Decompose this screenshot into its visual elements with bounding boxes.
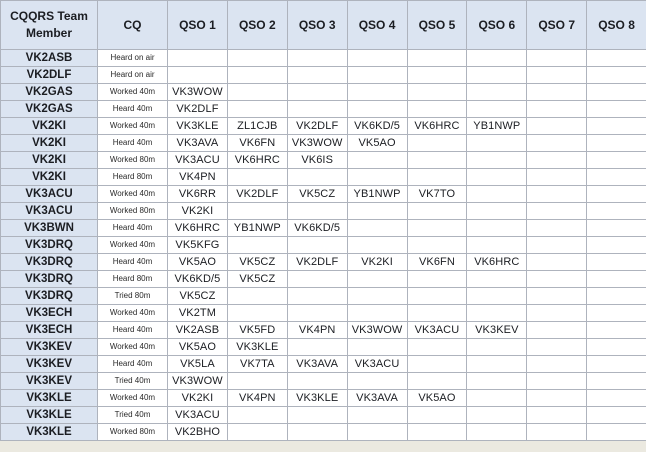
qso-7-cell [527, 152, 587, 169]
qso-7-cell [527, 271, 587, 288]
header-qso-5: QSO 5 [407, 1, 467, 50]
qso-2-cell [227, 84, 287, 101]
qso-5-cell [407, 152, 467, 169]
qso-4-cell: VK3WOW [347, 322, 407, 339]
qso-7-cell [527, 390, 587, 407]
qso-3-cell [287, 271, 347, 288]
qso-3-cell: VK3KLE [287, 390, 347, 407]
qso-3-cell [287, 424, 347, 441]
qso-4-cell [347, 67, 407, 84]
qso-3-cell: VK4PN [287, 322, 347, 339]
cq-status-cell: Heard 40m [98, 135, 168, 152]
qso-5-cell [407, 339, 467, 356]
qso-2-cell [227, 203, 287, 220]
qso-3-cell [287, 84, 347, 101]
qso-6-cell [467, 152, 527, 169]
member-cell: VK3DRQ [1, 254, 98, 271]
qso-5-cell [407, 67, 467, 84]
qso-3-cell [287, 288, 347, 305]
qso-5-cell: VK7TO [407, 186, 467, 203]
qso-5-cell: VK3ACU [407, 322, 467, 339]
qso-5-cell [407, 50, 467, 67]
qso-2-cell: VK5FD [227, 322, 287, 339]
qso-2-cell: ZL1CJB [227, 118, 287, 135]
qso-3-cell [287, 237, 347, 254]
qso-7-cell [527, 322, 587, 339]
qso-7-cell [527, 84, 587, 101]
qso-1-cell: VK6RR [168, 186, 228, 203]
header-qso-8: QSO 8 [587, 1, 646, 50]
qso-8-cell [587, 67, 646, 84]
qso-4-cell [347, 237, 407, 254]
qso-6-cell [467, 237, 527, 254]
cq-status-cell: Tried 40m [98, 373, 168, 390]
qso-5-cell: VK6HRC [407, 118, 467, 135]
qso-4-cell [347, 152, 407, 169]
member-cell: VK2DLF [1, 67, 98, 84]
qso-8-cell [587, 101, 646, 118]
qso-5-cell [407, 407, 467, 424]
qso-8-cell [587, 271, 646, 288]
qso-6-cell: VK3KEV [467, 322, 527, 339]
qso-6-cell [467, 407, 527, 424]
table-row [1, 339, 646, 356]
member-cell: VK3DRQ [1, 237, 98, 254]
header-qso-2: QSO 2 [227, 1, 287, 50]
qso-7-cell [527, 424, 587, 441]
table-row [1, 373, 646, 390]
qso-6-cell [467, 67, 527, 84]
table-row [1, 50, 646, 67]
qso-8-cell [587, 135, 646, 152]
qso-2-cell: YB1NWP [227, 220, 287, 237]
qso-1-cell: VK2KI [168, 203, 228, 220]
qso-3-cell [287, 339, 347, 356]
qso-2-cell [227, 237, 287, 254]
qso-1-cell: VK3WOW [168, 84, 228, 101]
table-row [1, 356, 646, 373]
qso-8-cell [587, 50, 646, 67]
cq-status-cell: Heard 40m [98, 254, 168, 271]
qso-5-cell [407, 271, 467, 288]
cq-status-cell: Heard 80m [98, 271, 168, 288]
qso-5-cell [407, 203, 467, 220]
qso-1-cell [168, 67, 228, 84]
qso-4-cell: VK6KD/5 [347, 118, 407, 135]
qso-4-cell [347, 50, 407, 67]
qso-7-cell [527, 220, 587, 237]
qso-2-cell: VK5CZ [227, 271, 287, 288]
qso-2-cell [227, 169, 287, 186]
qso-3-cell: VK3AVA [287, 356, 347, 373]
table-row [1, 169, 646, 186]
table-row [1, 67, 646, 84]
qso-4-cell: VK3ACU [347, 356, 407, 373]
qso-8-cell [587, 288, 646, 305]
table-row [1, 407, 646, 424]
qso-1-cell: VK3ACU [168, 407, 228, 424]
qso-6-cell: VK6HRC [467, 254, 527, 271]
qso-6-cell [467, 373, 527, 390]
member-cell: VK2GAS [1, 101, 98, 118]
cq-status-cell: Heard 80m [98, 169, 168, 186]
qso-5-cell [407, 424, 467, 441]
qso-8-cell [587, 169, 646, 186]
qso-1-cell: VK5AO [168, 254, 228, 271]
qso-3-cell [287, 101, 347, 118]
member-cell: VK3KEV [1, 373, 98, 390]
qso-3-cell [287, 305, 347, 322]
qso-4-cell: YB1NWP [347, 186, 407, 203]
qso-2-cell [227, 67, 287, 84]
qso-8-cell [587, 203, 646, 220]
qso-4-cell [347, 271, 407, 288]
qso-1-cell: VK3ACU [168, 152, 228, 169]
qso-1-cell: VK2DLF [168, 101, 228, 118]
header-qso-3: QSO 3 [287, 1, 347, 50]
member-cell: VK3DRQ [1, 271, 98, 288]
qso-2-cell: VK6HRC [227, 152, 287, 169]
qso-4-cell [347, 424, 407, 441]
qso-2-cell: VK3KLE [227, 339, 287, 356]
qso-8-cell [587, 305, 646, 322]
cq-status-cell: Worked 80m [98, 152, 168, 169]
qso-6-cell [467, 135, 527, 152]
table-row [1, 135, 646, 152]
table-row [1, 220, 646, 237]
qso-8-cell [587, 237, 646, 254]
cq-status-cell: Worked 80m [98, 424, 168, 441]
qso-5-cell [407, 135, 467, 152]
table-row [1, 84, 646, 101]
bottom-strip [0, 441, 646, 452]
member-cell: VK3ECH [1, 305, 98, 322]
qso-5-cell [407, 84, 467, 101]
table-row [1, 254, 646, 271]
qso-7-cell [527, 67, 587, 84]
qso-3-cell: VK6KD/5 [287, 220, 347, 237]
table-row [1, 152, 646, 169]
qso-2-cell: VK4PN [227, 390, 287, 407]
qso-7-cell [527, 237, 587, 254]
cq-status-cell: Worked 40m [98, 186, 168, 203]
qso-3-cell: VK3WOW [287, 135, 347, 152]
qso-3-cell: VK5CZ [287, 186, 347, 203]
qso-1-cell: VK6HRC [168, 220, 228, 237]
qso-4-cell: VK2KI [347, 254, 407, 271]
qso-6-cell [467, 220, 527, 237]
cq-status-cell: Heard 40m [98, 322, 168, 339]
table-row [1, 118, 646, 135]
qso-6-cell [467, 271, 527, 288]
qso-2-cell [227, 288, 287, 305]
qso-8-cell [587, 407, 646, 424]
member-cell: VK3BWN [1, 220, 98, 237]
qso-2-cell: VK7TA [227, 356, 287, 373]
qso-3-cell: VK6IS [287, 152, 347, 169]
qso-5-cell [407, 237, 467, 254]
qso-1-cell: VK2ASB [168, 322, 228, 339]
table-row [1, 322, 646, 339]
qso-6-cell [467, 169, 527, 186]
table-row [1, 390, 646, 407]
qso-5-cell [407, 373, 467, 390]
member-cell: VK2ASB [1, 50, 98, 67]
qso-6-cell [467, 84, 527, 101]
member-cell: VK3ACU [1, 186, 98, 203]
qso-4-cell [347, 84, 407, 101]
qso-3-cell [287, 50, 347, 67]
qso-1-cell: VK3WOW [168, 373, 228, 390]
header-qso-7: QSO 7 [527, 1, 587, 50]
qso-8-cell [587, 322, 646, 339]
table-row [1, 203, 646, 220]
qso-3-cell [287, 407, 347, 424]
cq-status-cell: Worked 40m [98, 84, 168, 101]
qso-7-cell [527, 186, 587, 203]
cq-status-cell: Tried 80m [98, 288, 168, 305]
qso-4-cell: VK5AO [347, 135, 407, 152]
cq-status-cell: Heard 40m [98, 220, 168, 237]
qso-5-cell: VK6FN [407, 254, 467, 271]
qso-6-cell [467, 305, 527, 322]
table-row [1, 288, 646, 305]
member-cell: VK2KI [1, 135, 98, 152]
qso-5-cell [407, 101, 467, 118]
qso-4-cell [347, 288, 407, 305]
qso-5-cell [407, 169, 467, 186]
qso-2-cell: VK5CZ [227, 254, 287, 271]
header-qso-4: QSO 4 [347, 1, 407, 50]
qso-1-cell: VK6KD/5 [168, 271, 228, 288]
qso-2-cell [227, 373, 287, 390]
table-row [1, 271, 646, 288]
qso-2-cell [227, 101, 287, 118]
member-cell: VK2GAS [1, 84, 98, 101]
qso-6-cell [467, 101, 527, 118]
qso-6-cell [467, 186, 527, 203]
qso-1-cell: VK5KFG [168, 237, 228, 254]
qso-2-cell [227, 424, 287, 441]
qso-1-cell: VK5CZ [168, 288, 228, 305]
qso-7-cell [527, 305, 587, 322]
qso-4-cell [347, 220, 407, 237]
qso-7-cell [527, 288, 587, 305]
qso-4-cell [347, 407, 407, 424]
qso-5-cell [407, 305, 467, 322]
table-row [1, 101, 646, 118]
cq-status-cell: Heard 40m [98, 101, 168, 118]
cq-status-cell: Heard on air [98, 50, 168, 67]
qso-2-cell: VK2DLF [227, 186, 287, 203]
qso-7-cell [527, 356, 587, 373]
qso-8-cell [587, 424, 646, 441]
qso-7-cell [527, 254, 587, 271]
header-qso-1: QSO 1 [168, 1, 228, 50]
qso-7-cell [527, 203, 587, 220]
qso-4-cell [347, 373, 407, 390]
member-cell: VK3KLE [1, 407, 98, 424]
qso-7-cell [527, 50, 587, 67]
qso-7-cell [527, 101, 587, 118]
table-row [1, 424, 646, 441]
qso-2-cell [227, 50, 287, 67]
qso-1-cell: VK5LA [168, 356, 228, 373]
qso-8-cell [587, 254, 646, 271]
qso-8-cell [587, 186, 646, 203]
qso-6-cell [467, 356, 527, 373]
header-team-member: CQQRS Team Member [1, 1, 98, 50]
table-body [1, 50, 646, 441]
cq-status-cell: Worked 80m [98, 203, 168, 220]
qso-3-cell [287, 67, 347, 84]
header-qso-6: QSO 6 [467, 1, 527, 50]
qso-1-cell: VK2TM [168, 305, 228, 322]
cq-status-cell: Tried 40m [98, 407, 168, 424]
qso-6-cell [467, 203, 527, 220]
table-row [1, 237, 646, 254]
member-cell: VK2KI [1, 118, 98, 135]
qso-4-cell [347, 101, 407, 118]
member-cell: VK2KI [1, 169, 98, 186]
qso-4-cell [347, 339, 407, 356]
cq-status-cell: Worked 40m [98, 305, 168, 322]
qso-4-cell [347, 203, 407, 220]
qso-5-cell: VK5AO [407, 390, 467, 407]
member-cell: VK3KLE [1, 424, 98, 441]
qso-8-cell [587, 220, 646, 237]
member-cell: VK3DRQ [1, 288, 98, 305]
member-cell: VK3KLE [1, 390, 98, 407]
qso-6-cell [467, 424, 527, 441]
qso-5-cell [407, 356, 467, 373]
qso-7-cell [527, 118, 587, 135]
qso-1-cell: VK2BHO [168, 424, 228, 441]
qso-7-cell [527, 135, 587, 152]
member-cell: VK3KEV [1, 339, 98, 356]
qso-7-cell [527, 169, 587, 186]
qso-8-cell [587, 152, 646, 169]
qso-2-cell [227, 305, 287, 322]
qso-8-cell [587, 356, 646, 373]
cq-status-cell: Worked 40m [98, 339, 168, 356]
qso-2-cell [227, 407, 287, 424]
header-row [1, 1, 646, 50]
qso-6-cell [467, 390, 527, 407]
qso-3-cell [287, 169, 347, 186]
qso-4-cell [347, 305, 407, 322]
qso-5-cell [407, 288, 467, 305]
qso-1-cell: VK3AVA [168, 135, 228, 152]
qso-6-cell [467, 339, 527, 356]
member-cell: VK3ECH [1, 322, 98, 339]
cq-status-cell: Heard on air [98, 67, 168, 84]
cq-status-cell: Worked 40m [98, 118, 168, 135]
qso-4-cell [347, 169, 407, 186]
member-cell: VK3KEV [1, 356, 98, 373]
cq-status-cell: Worked 40m [98, 390, 168, 407]
qso-1-cell [168, 50, 228, 67]
qso-7-cell [527, 407, 587, 424]
cq-status-cell: Worked 40m [98, 237, 168, 254]
qso-1-cell: VK3KLE [168, 118, 228, 135]
table-row [1, 186, 646, 203]
qso-7-cell [527, 373, 587, 390]
qso-6-cell: YB1NWP [467, 118, 527, 135]
qso-8-cell [587, 373, 646, 390]
member-cell: VK3ACU [1, 203, 98, 220]
qso-1-cell: VK4PN [168, 169, 228, 186]
qso-5-cell [407, 220, 467, 237]
qso-8-cell [587, 390, 646, 407]
qso-3-cell [287, 373, 347, 390]
qso-8-cell [587, 84, 646, 101]
qso-3-cell: VK2DLF [287, 118, 347, 135]
qso-4-cell: VK3AVA [347, 390, 407, 407]
qso-6-cell [467, 288, 527, 305]
qso-2-cell: VK6FN [227, 135, 287, 152]
cq-status-cell: Heard 40m [98, 356, 168, 373]
header-cq: CQ [98, 1, 168, 50]
qso-3-cell: VK2DLF [287, 254, 347, 271]
table-row [1, 305, 646, 322]
qso-7-cell [527, 339, 587, 356]
member-cell: VK2KI [1, 152, 98, 169]
qso-8-cell [587, 339, 646, 356]
qso-1-cell: VK5AO [168, 339, 228, 356]
qso-3-cell [287, 203, 347, 220]
qso-8-cell [587, 118, 646, 135]
qso-6-cell [467, 50, 527, 67]
qso-1-cell: VK2KI [168, 390, 228, 407]
